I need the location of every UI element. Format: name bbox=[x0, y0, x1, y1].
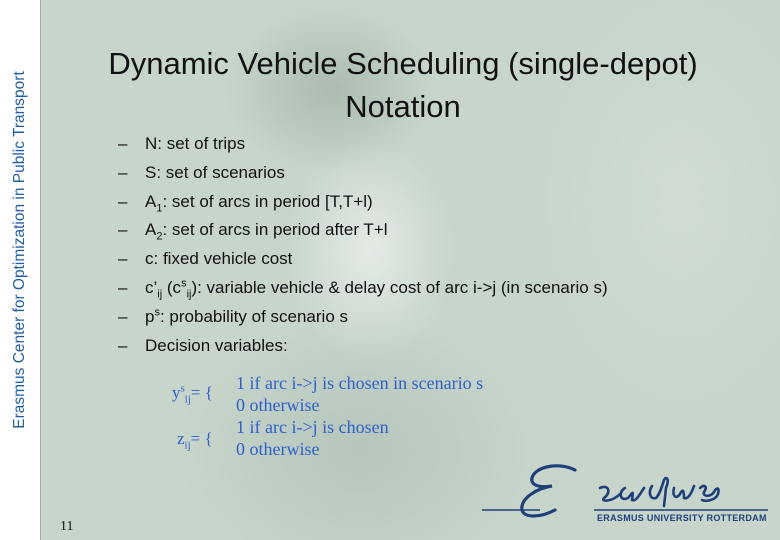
sidebar bbox=[0, 0, 41, 540]
bullet-text: (c bbox=[162, 277, 182, 297]
list-item bbox=[118, 332, 608, 361]
z-case-1: 1 if arc i->j is chosen bbox=[236, 417, 389, 437]
subscript: ij bbox=[157, 288, 163, 301]
list-item bbox=[118, 159, 608, 188]
bullet-text: A bbox=[145, 191, 157, 211]
notation-list bbox=[118, 130, 608, 360]
z-variable bbox=[177, 429, 213, 452]
title-line-1: Dynamic Vehicle Scheduling (single-depot) bbox=[108, 46, 698, 81]
bullet-text: : set of arcs in period after T+l bbox=[162, 220, 388, 240]
subscript: 1 bbox=[156, 201, 163, 214]
equals-brace: = { bbox=[190, 383, 213, 402]
subscript: ij bbox=[186, 288, 192, 301]
list-item bbox=[118, 303, 608, 332]
list-item bbox=[118, 216, 608, 245]
list-item bbox=[118, 130, 608, 159]
slide-title bbox=[48, 42, 758, 128]
bullet-dash: – bbox=[118, 306, 128, 326]
list-item bbox=[118, 188, 608, 217]
bullet-text: ): variable vehicle & delay cost of arc i->j (in scenario s) bbox=[191, 277, 608, 297]
y-variable bbox=[172, 382, 213, 406]
bullet-dash: – bbox=[118, 191, 128, 211]
superscript: s bbox=[180, 382, 185, 395]
bullet-dash: – bbox=[118, 134, 128, 153]
bullet-text: S: set of scenarios bbox=[145, 162, 285, 182]
subscript: ij bbox=[184, 439, 191, 452]
list-item bbox=[118, 245, 608, 274]
bullet-text: N: set of trips bbox=[145, 134, 246, 153]
var-letter: z bbox=[177, 429, 185, 448]
page-number: 11 bbox=[60, 519, 74, 534]
superscript: s bbox=[154, 306, 160, 319]
logo-caption: ERASMUS UNIVERSITY ROTTERDAM bbox=[597, 513, 767, 523]
y-case-1: 1 if arc i->j is chosen in scenario s bbox=[236, 373, 484, 393]
bullet-dash: – bbox=[118, 277, 128, 297]
bullet-text: p bbox=[145, 306, 155, 326]
bullet-dash: – bbox=[118, 162, 128, 182]
equals-brace: = { bbox=[190, 429, 213, 448]
bullet-text: c: fixed vehicle cost bbox=[145, 249, 293, 269]
y-case-2: 0 otherwise bbox=[236, 395, 320, 415]
subscript: 2 bbox=[156, 230, 163, 243]
bullet-dash: – bbox=[118, 220, 128, 240]
bullet-text: : set of arcs in period [T,T+l) bbox=[162, 191, 373, 211]
superscript: s bbox=[181, 277, 187, 290]
bullet-text: : probability of scenario s bbox=[159, 306, 349, 326]
bullet-text: c’ bbox=[145, 277, 158, 297]
subscript: ij bbox=[184, 393, 191, 406]
bullet-text: A bbox=[145, 220, 157, 240]
bullet-dash: – bbox=[118, 335, 128, 355]
var-letter: y bbox=[172, 383, 181, 402]
z-case-2: 0 otherwise bbox=[236, 439, 320, 459]
bullet-text: Decision variables: bbox=[145, 335, 288, 355]
list-item bbox=[118, 274, 608, 303]
sidebar-title: Erasmus Center for Optimization in Public Transport bbox=[11, 71, 28, 429]
bullet-dash: – bbox=[118, 249, 128, 269]
title-line-2: Notation bbox=[345, 89, 461, 124]
